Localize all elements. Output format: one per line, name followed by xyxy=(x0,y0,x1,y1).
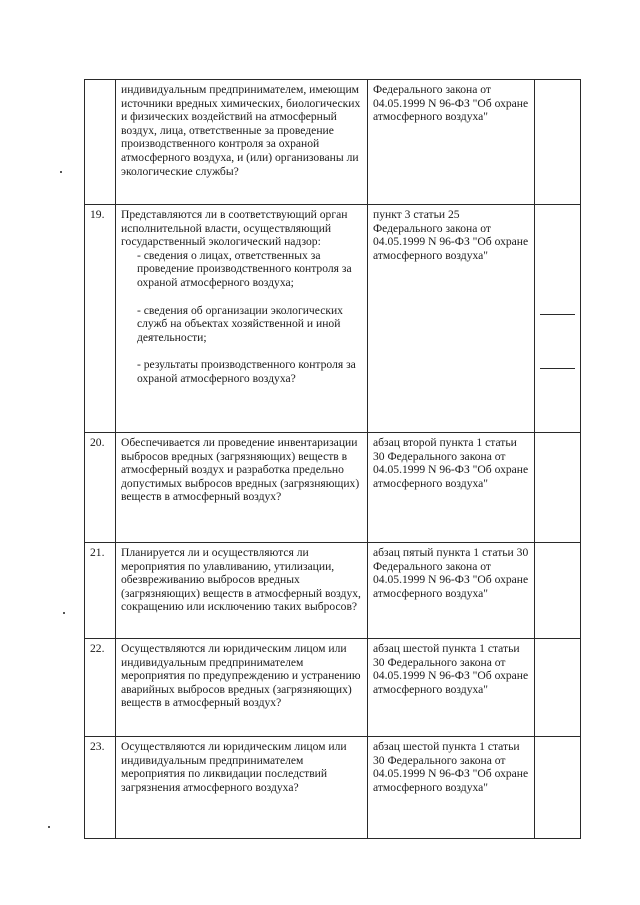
scan-speck xyxy=(60,171,62,173)
row-number: 20. xyxy=(85,433,116,543)
legal-reference: абзац пятый пункта 1 статьи 30 Федерального закона от 04.05.1999 N 96-ФЗ "Об охране атмосферного воздуха" xyxy=(368,543,535,639)
row-number: 19. xyxy=(85,205,116,433)
table-row xyxy=(85,205,581,433)
question-intro: Представляются ли в соответствующий орган исполнительной власти, осуществляющий государственный экологический надзор: xyxy=(121,208,348,249)
legal-reference: абзац шестой пункта 1 статьи 30 Федерального закона от 04.05.1999 N 96-ФЗ "Об охране атмосферного воздуха" xyxy=(368,639,535,737)
row-number: 22. xyxy=(85,639,116,737)
table-row xyxy=(85,543,581,639)
answer-cell xyxy=(535,205,581,433)
answer-cell xyxy=(535,737,581,839)
row-number: 21. xyxy=(85,543,116,639)
question-text: Обеспечивается ли проведение инвентаризации выбросов вредных (загрязняющих) веществ в атмосферный воздух и разработка предельно допустимых выбросов вредных (загрязняющих) веществ в атмосферный воздух? xyxy=(116,433,368,543)
sub-item: - сведения о лицах, ответственных за проведение производственного контроля за охраной атмосферного воздуха; xyxy=(137,248,352,289)
checklist-table xyxy=(84,79,581,839)
legal-reference: пункт 3 статьи 25 Федерального закона от 04.05.1999 N 96-ФЗ "Об охране атмосферного воздуха" xyxy=(368,205,535,433)
answer-subcell xyxy=(540,208,575,314)
table-row xyxy=(85,639,581,737)
table-row xyxy=(85,80,581,205)
question-text: индивидуальным предпринимателем, имеющим источники вредных химических, биологических и физических воздействий на атмосферный воздух, лица, ответственные за проведение производственного контроля за охраной атмосферного воздуха, и (или) организованы ли экологические службы? xyxy=(116,80,368,205)
answer-cell xyxy=(535,433,581,543)
scan-speck xyxy=(63,612,65,614)
legal-reference: абзац второй пункта 1 статьи 30 Федерального закона от 04.05.1999 N 96-ФЗ "Об охране атмосферного воздуха" xyxy=(368,433,535,543)
sub-item: - результаты производственного контроля за охраной атмосферного воздуха? xyxy=(137,358,356,385)
legal-reference: Федерального закона от 04.05.1999 N 96-ФЗ "Об охране атмосферного воздуха" xyxy=(368,80,535,205)
answer-cell xyxy=(535,543,581,639)
row-number xyxy=(85,80,116,205)
answer-subcell xyxy=(540,368,575,426)
answer-subcell xyxy=(540,314,575,368)
question-text: Осуществляются ли юридическим лицом или индивидуальным предпринимателем мероприятия по предупреждению и устранению аварийных выбросов вредных (загрязняющих) веществ в атмосферный воздух? xyxy=(116,639,368,737)
row-number: 23. xyxy=(85,737,116,839)
table-row xyxy=(85,433,581,543)
legal-reference: абзац шестой пункта 1 статьи 30 Федерального закона от 04.05.1999 N 96-ФЗ "Об охране атмосферного воздуха" xyxy=(368,737,535,839)
sub-item: - сведения об организации экологических служб на объектах хозяйственной и иной деятельности; xyxy=(137,303,343,344)
question-text: Планируется ли и осуществляются ли мероприятия по улавливанию, утилизации, обезвреживанию выбросов вредных (загрязняющих) веществ в атмосферный воздух, сокращению или исключению таких выбросов? xyxy=(116,543,368,639)
answer-cell xyxy=(535,639,581,737)
table-row xyxy=(85,737,581,839)
question-text xyxy=(116,205,368,433)
question-text: Осуществляются ли юридическим лицом или индивидуальным предпринимателем мероприятия по ликвидации последствий загрязнения атмосферного воздуха? xyxy=(116,737,368,839)
answer-cell xyxy=(535,80,581,205)
scan-speck xyxy=(48,826,50,828)
